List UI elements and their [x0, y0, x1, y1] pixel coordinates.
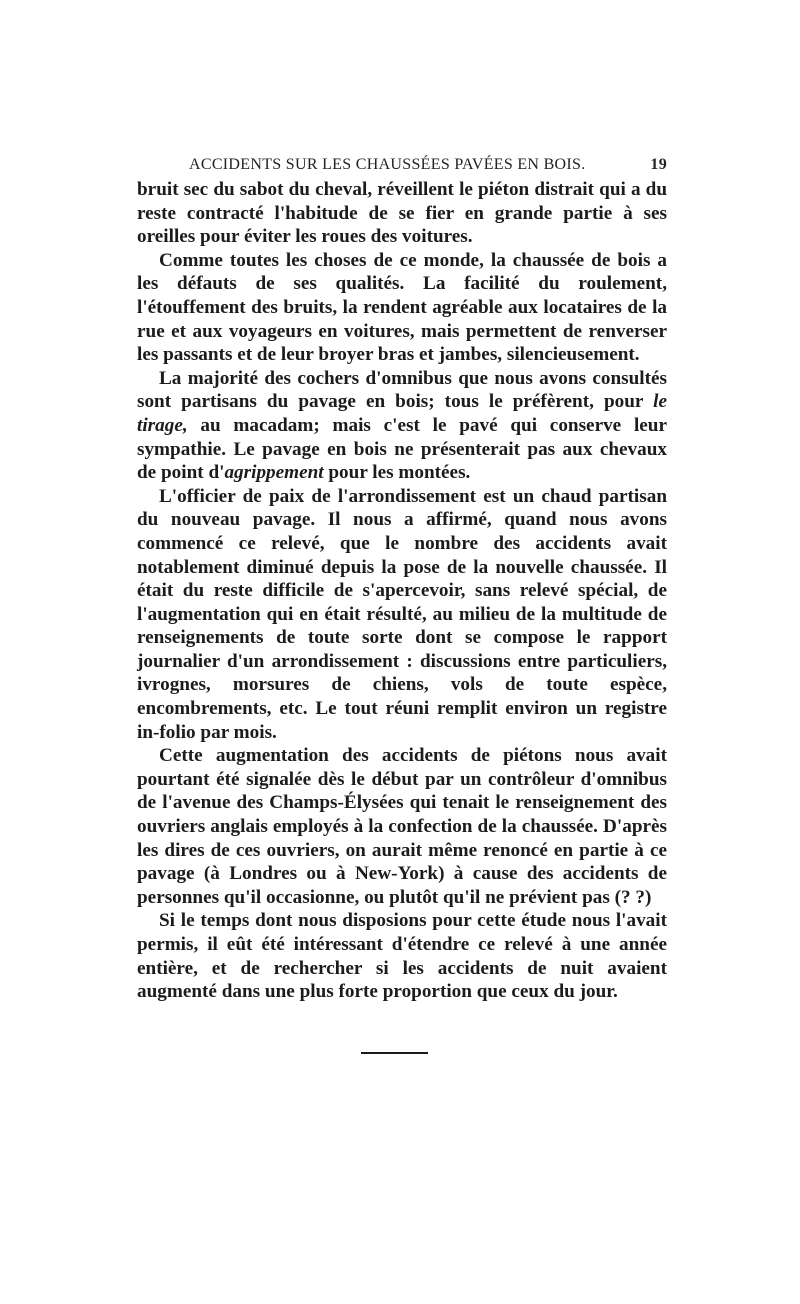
paragraph: [137, 485, 667, 745]
section-end-rule: [361, 1052, 428, 1054]
text-run: L'officier de paix de l'arrondissement est un chaud partisan du nouveau pavage. Il nous a affirmé, quand nous avons commencé ce relevé, que le nombre des accidents avait notablement diminué depuis la pose de la nouvelle chaussée. Il était du reste difficile de s'apercevoir, sans relevé spécial, de l'augmentation qui en était résulté, au milieu de la multitude de renseignements de toute sorte dont se compose le rapport journalier d'un arrondissement : discussions entre particuliers, ivrognes, morsures de chiens, vols de toute espèce, encombrements, etc. Le tout réuni remplit environ un registre in-folio par mois.: [137, 485, 667, 743]
paragraph: [137, 178, 667, 249]
text-run: bruit sec du sabot du cheval, réveillent le piéton distrait qui a du reste contracté l'habitude de se fier en grande partie à ses oreilles pour éviter les roues des voitures.: [137, 179, 667, 248]
running-header: [137, 150, 667, 178]
book-page: [137, 150, 667, 1004]
running-title: ACCIDENTS SUR LES CHAUSSÉES PAVÉES EN BOIS.: [189, 156, 586, 173]
paragraph: [137, 249, 667, 367]
text-run: Si le temps dont nous disposions pour cette étude nous l'avait permis, il eût été intéressant d'étendre ce relevé à une année entière, et de rechercher si les accidents de nuit avaient augmenté dans une plus forte proportion que ceux du jour.: [137, 910, 667, 1003]
text-run: Cette augmentation des accidents de piétons nous avait pourtant été signalée dès le début par un contrôleur d'omnibus de l'avenue des Champs-Élysées qui tenait le renseignement des ouvriers anglais employés à la confection de la chaussée. D'après les dires de ces ouvriers, on aurait même renoncé en partie à ce pavage (à Londres ou à New-York) à cause des accidents de personnes qu'il occasionne, ou plutôt qu'il ne prévient pas (? ?): [137, 745, 667, 908]
body-text: [137, 178, 667, 1004]
italic-phrase: le tirage,: [137, 391, 667, 436]
page-number: 19: [650, 156, 667, 173]
text-run: pour les montées.: [323, 462, 471, 484]
text-run: Comme toutes les choses de ce monde, la chaussée de bois a les défauts de ses qualités. La facilité du roulement, l'étouffement des bruits, la rendent agréable aux locataires de la rue et aux voyageurs en voitures, mais permettent de renverser les passants et de leur broyer bras et jambes, silencieusement.: [137, 249, 667, 366]
paragraph: [137, 744, 667, 909]
text-run: La majorité des cochers d'omnibus que nous avons consultés sont partisans du pavage en bois; tous le préfèrent, pour: [137, 367, 667, 413]
paragraph: [137, 367, 667, 485]
paragraph: [137, 909, 667, 1003]
italic-phrase: agrippement: [224, 462, 324, 484]
text-run: au macadam; mais c'est le pavé qui conserve leur sympathie. Le pavage en bois ne présenterait pas aux chevaux de point d': [137, 414, 667, 484]
